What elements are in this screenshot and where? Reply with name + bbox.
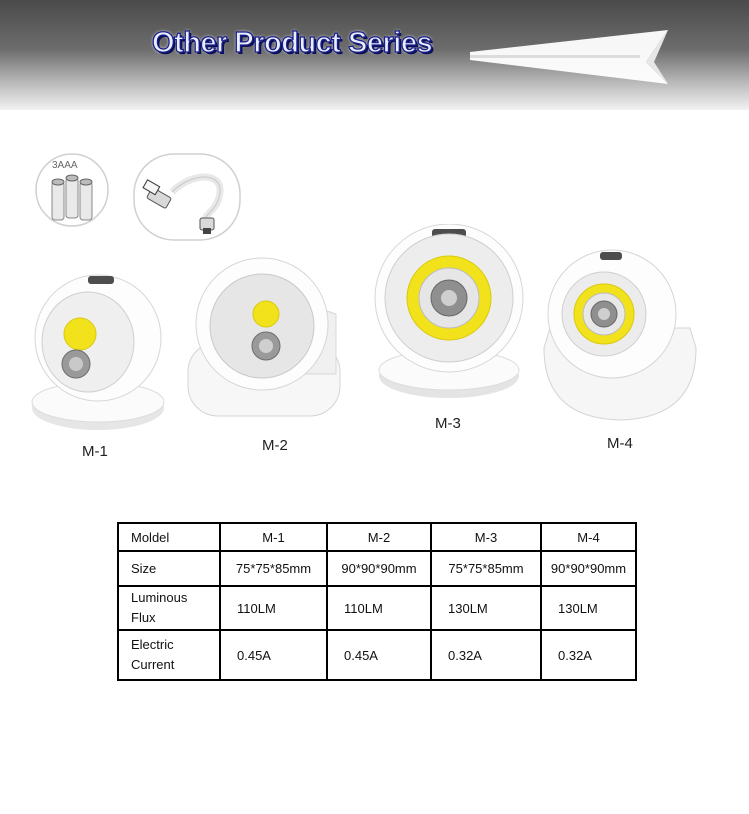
table-row bbox=[118, 551, 636, 586]
table-row bbox=[118, 630, 636, 680]
table-cell: 0.45A bbox=[220, 630, 327, 680]
table-header-cell: M-1 bbox=[220, 523, 327, 551]
product-m1-image bbox=[28, 268, 178, 438]
product-m4-image bbox=[540, 248, 700, 433]
spec-table bbox=[117, 522, 637, 681]
table-cell: 110LM bbox=[327, 586, 431, 630]
battery-icon bbox=[28, 148, 118, 235]
usb-cable-icon bbox=[132, 152, 244, 249]
row-label-electric-current bbox=[118, 630, 220, 680]
row-label-size: Size bbox=[118, 551, 220, 586]
table-header-cell: M-3 bbox=[431, 523, 541, 551]
row-label-line: Luminous bbox=[131, 590, 188, 605]
table-cell: 0.45A bbox=[327, 630, 431, 680]
table-header-cell: M-2 bbox=[327, 523, 431, 551]
battery-label: 3AAA bbox=[52, 160, 78, 171]
table-cell: 75*75*85mm bbox=[431, 551, 541, 586]
model-label-m3: M-3 bbox=[435, 415, 461, 432]
model-label-m4: M-4 bbox=[607, 435, 633, 452]
row-label-luminous-flux bbox=[118, 586, 220, 630]
table-cell: 130LM bbox=[431, 586, 541, 630]
table-cell: 75*75*85mm bbox=[220, 551, 327, 586]
table-row bbox=[118, 586, 636, 630]
table-cell: 110LM bbox=[220, 586, 327, 630]
table-cell: 90*90*90mm bbox=[327, 551, 431, 586]
table-cell: 0.32A bbox=[541, 630, 636, 680]
table-cell: 130LM bbox=[541, 586, 636, 630]
model-label-m2: M-2 bbox=[262, 437, 288, 454]
row-label-line: Flux bbox=[131, 610, 156, 625]
table-header-cell: M-4 bbox=[541, 523, 636, 551]
table-cell: 0.32A bbox=[431, 630, 541, 680]
table-cell: 90*90*90mm bbox=[541, 551, 636, 586]
row-label-line: Electric bbox=[131, 637, 174, 652]
model-label-m1: M-1 bbox=[82, 443, 108, 460]
row-label-line: Current bbox=[131, 657, 175, 672]
header-banner bbox=[0, 0, 749, 110]
banner-title: Other Product Series bbox=[152, 27, 433, 59]
product-m2-image bbox=[186, 254, 346, 429]
table-header-cell: Moldel bbox=[118, 523, 220, 551]
product-m3-image bbox=[366, 224, 536, 409]
table-header-row bbox=[118, 523, 636, 551]
